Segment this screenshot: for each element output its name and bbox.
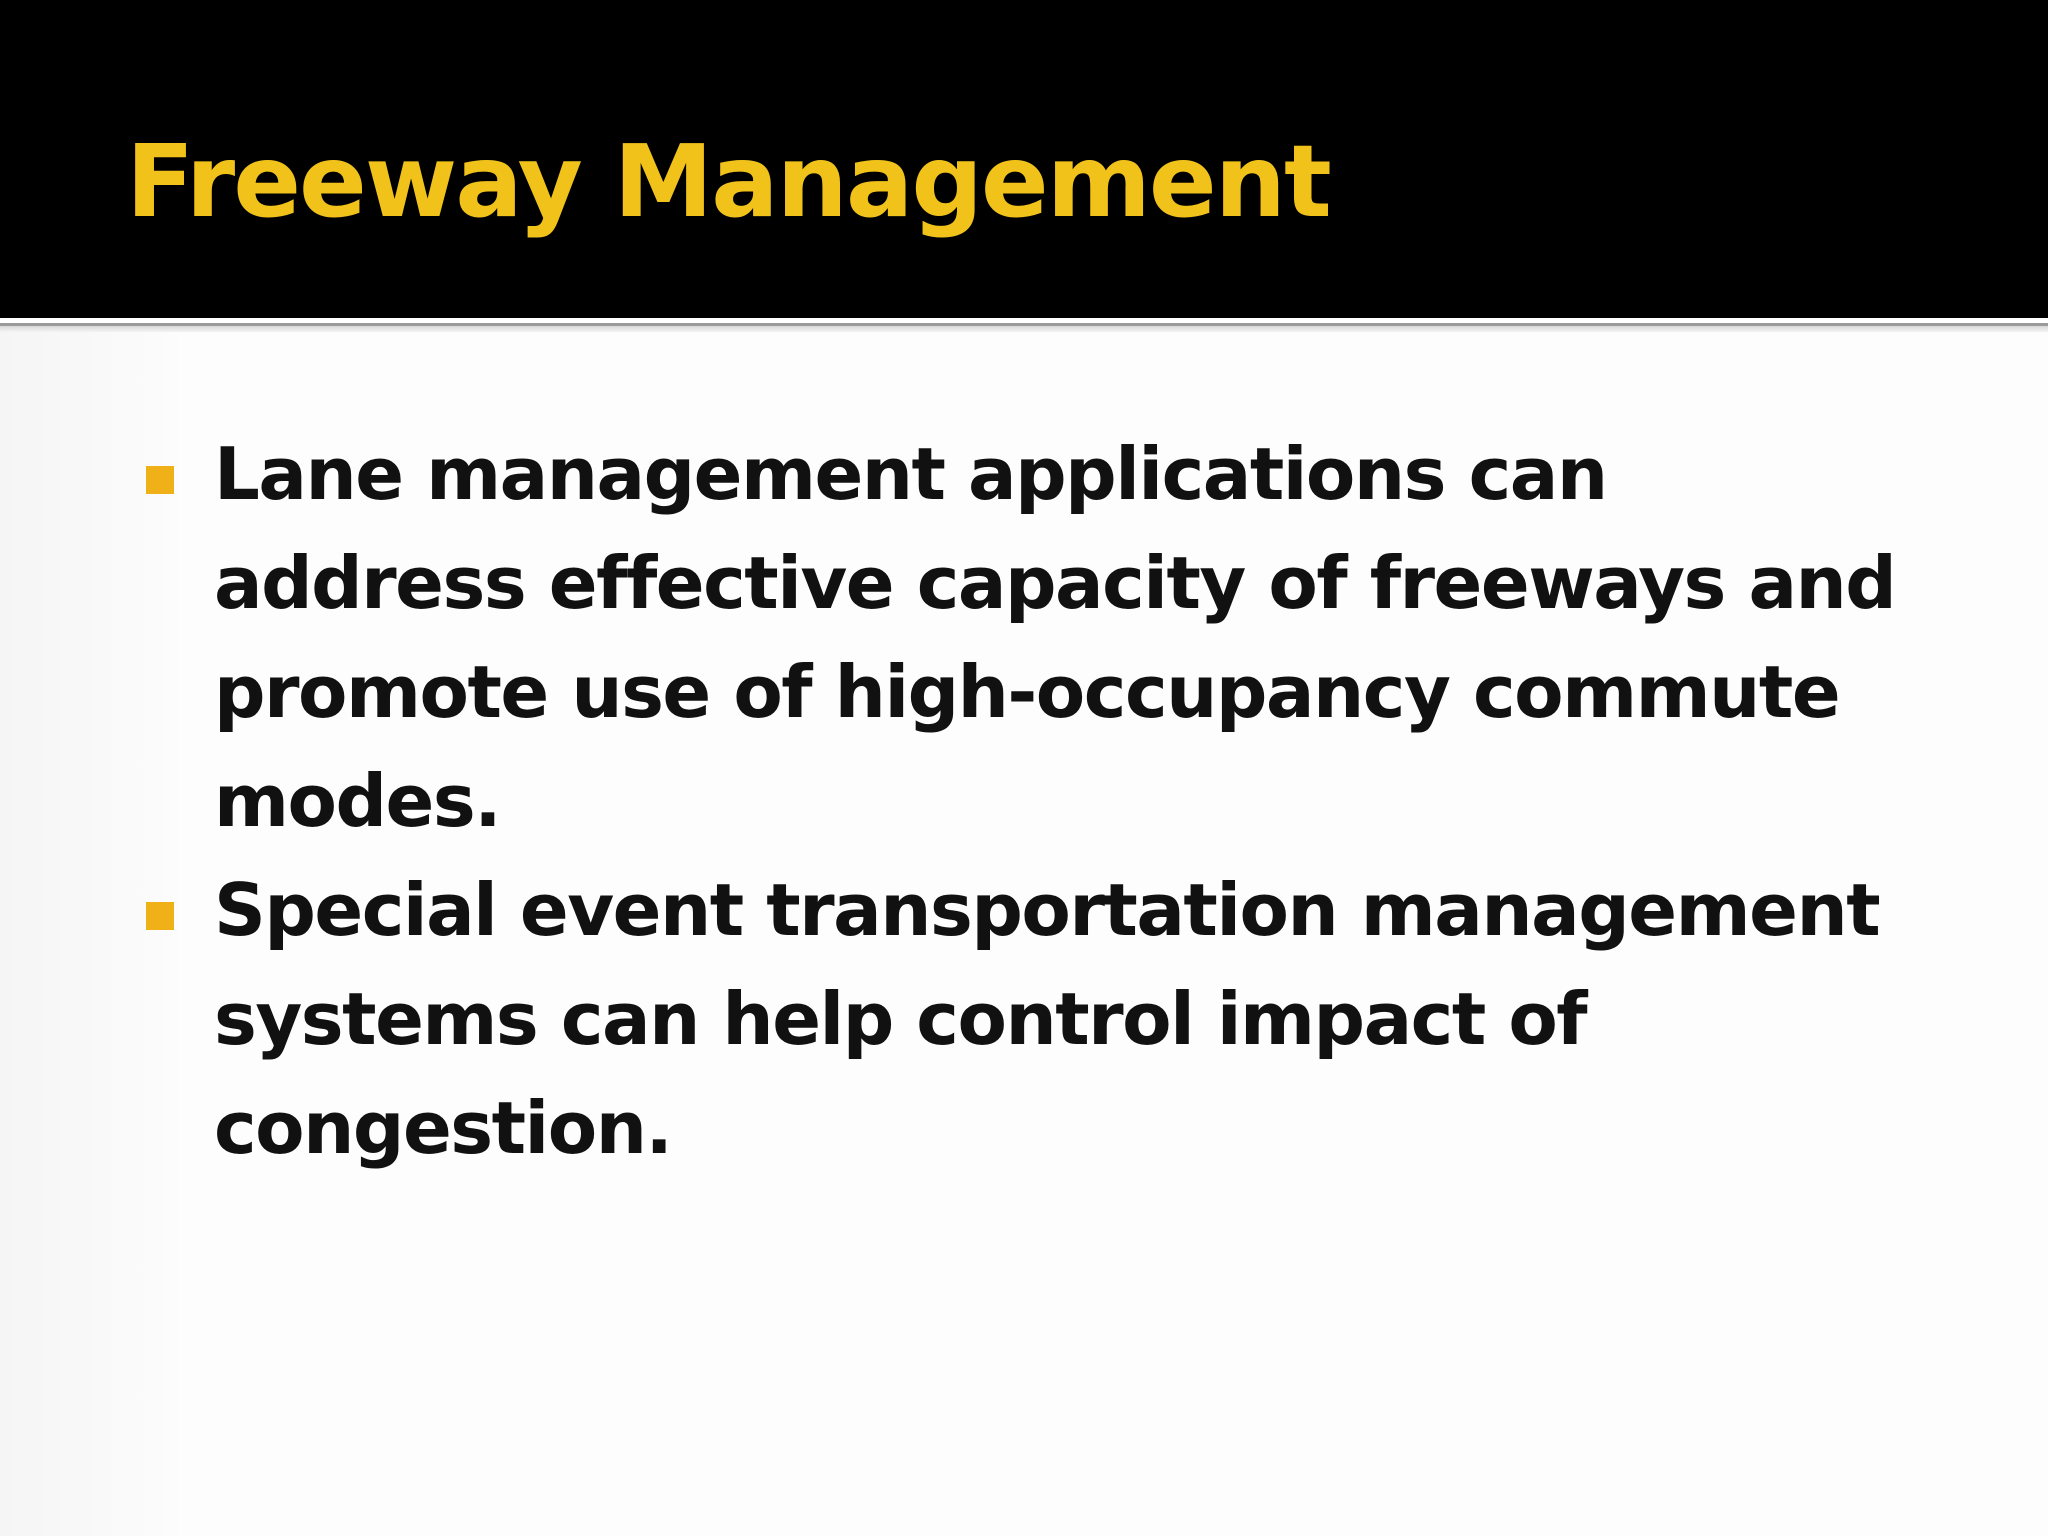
bullet-line: address effective capacity of freeways and: [214, 541, 1896, 625]
bullet-line: promote use of high-occupancy commute: [214, 650, 1840, 734]
title-bar: [0, 0, 2048, 318]
square-bullet-icon: [146, 466, 174, 494]
bullet-line: modes.: [214, 759, 501, 843]
bullet-item: [146, 856, 1946, 1183]
bullet-line: congestion.: [214, 1086, 672, 1170]
slide-title: Freeway Management: [126, 123, 1330, 240]
bullet-list: [146, 420, 1946, 1183]
bullet-item: [146, 420, 1946, 856]
square-bullet-icon: [146, 902, 174, 930]
bullet-line: systems can help control impact of: [214, 977, 1587, 1061]
bullet-line: Lane management applications can: [214, 432, 1607, 516]
bullet-line: Special event transportation management: [214, 868, 1880, 952]
title-divider: [0, 318, 2048, 332]
